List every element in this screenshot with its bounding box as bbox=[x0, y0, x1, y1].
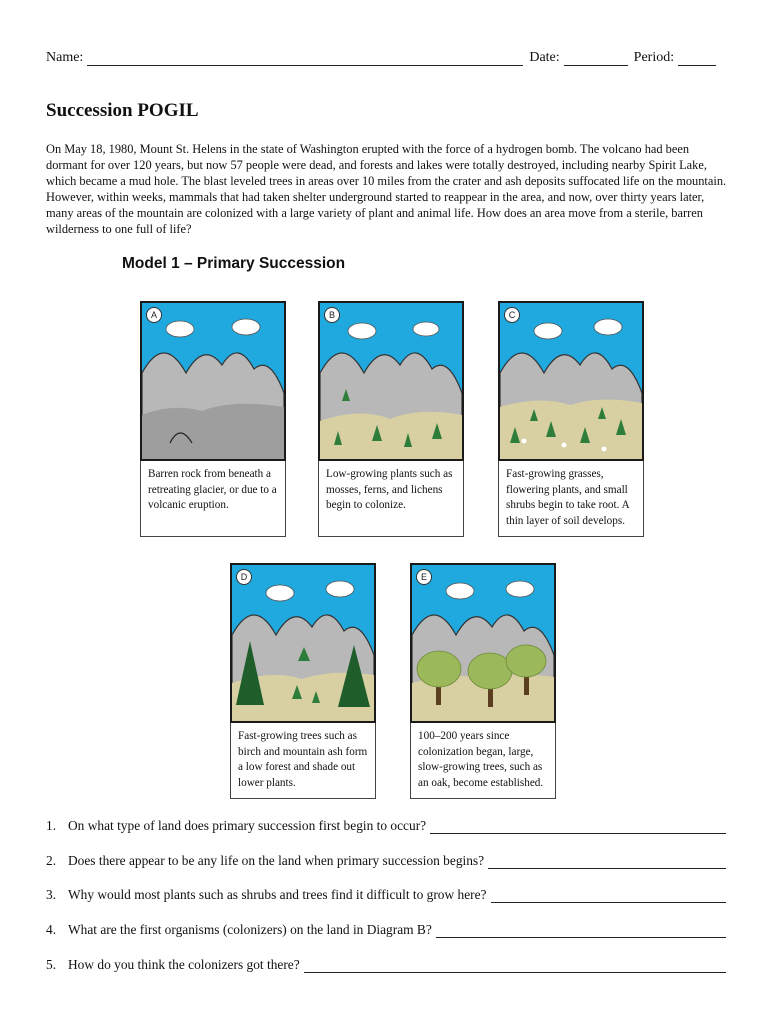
panel-c-illustration bbox=[498, 301, 644, 461]
panel-e-illustration bbox=[410, 563, 556, 723]
panel-a-illustration bbox=[140, 301, 286, 461]
header-fields bbox=[46, 48, 722, 66]
question-5 bbox=[46, 955, 726, 973]
name-field[interactable] bbox=[87, 51, 523, 66]
intro-paragraph: On May 18, 1980, Mount St. Helens in the state of Washington erupted with the force of a hydrogen bomb. The volcano had been dormant for over 120 years, but now 57 people were dead, and forests and lakes were totally destroyed, including nearby Spirit Lake, which became a mud hole. The blast leveled trees in areas over 10 miles from the crater and ash deposits suffocated life on the mountain. However, within weeks, mammals that had taken shelter underground started to reappear in the area, and now, over thirty years later, many areas of the mountain are colonized with a large variety of plant and animal life. How does an area move from a sterile, barren wilderness to one full of life? bbox=[46, 142, 727, 236]
question-5-number: 5. bbox=[46, 957, 57, 972]
panel-e bbox=[410, 563, 556, 799]
page-title: Succession POGIL bbox=[46, 100, 199, 121]
question-3 bbox=[46, 885, 726, 903]
model-title: Model 1 – Primary Succession bbox=[122, 255, 346, 272]
panel-d-letter: D bbox=[236, 569, 252, 585]
panel-a-letter: A bbox=[146, 307, 162, 323]
date-label: Date: bbox=[529, 50, 560, 65]
question-5-text: How do you think the colonizers got there? bbox=[68, 957, 300, 972]
panel-b-letter: B bbox=[324, 307, 340, 323]
period-label: Period: bbox=[633, 50, 675, 65]
answer-4-field[interactable] bbox=[436, 923, 726, 938]
panel-c-letter: C bbox=[504, 307, 520, 323]
period-field[interactable] bbox=[678, 51, 716, 66]
panel-b-illustration bbox=[318, 301, 464, 461]
panel-d-illustration bbox=[230, 563, 376, 723]
panel-c bbox=[498, 301, 644, 537]
panel-d-caption: Fast-growing trees such as birch and mountain ash form a low forest and shade out lower plants. bbox=[230, 723, 376, 799]
question-4-number: 4. bbox=[46, 922, 57, 937]
panel-d bbox=[230, 563, 376, 799]
question-1-text: On what type of land does primary succession first begin to occur? bbox=[68, 818, 427, 833]
question-3-text: Why would most plants such as shrubs and trees find it difficult to grow here? bbox=[68, 887, 487, 902]
answer-1-field[interactable] bbox=[430, 819, 726, 834]
date-field[interactable] bbox=[564, 51, 628, 66]
name-label: Name: bbox=[46, 50, 84, 65]
question-2-text: Does there appear to be any life on the land when primary succession begins? bbox=[68, 853, 485, 868]
question-1 bbox=[46, 816, 726, 834]
panel-b bbox=[318, 301, 464, 537]
panel-a bbox=[140, 301, 286, 537]
question-4-text: What are the first organisms (colonizers) on the land in Diagram B? bbox=[68, 922, 432, 937]
panel-b-caption: Low-growing plants such as mosses, ferns, and lichens begin to colonize. bbox=[318, 461, 464, 537]
question-4 bbox=[46, 920, 726, 938]
question-1-number: 1. bbox=[46, 818, 57, 833]
panel-e-caption: 100–200 years since colonization began, large, slow-growing trees, such as an oak, become established. bbox=[410, 723, 556, 799]
panel-c-caption: Fast-growing grasses, flowering plants, and small shrubs begin to take root. A thin layer of soil develops. bbox=[498, 461, 644, 537]
question-2-number: 2. bbox=[46, 853, 57, 868]
question-3-number: 3. bbox=[46, 887, 57, 902]
answer-5-field[interactable] bbox=[304, 958, 726, 973]
answer-2-field[interactable] bbox=[488, 854, 726, 869]
answer-3-field[interactable] bbox=[491, 888, 726, 903]
question-2 bbox=[46, 851, 726, 869]
panel-a-caption: Barren rock from beneath a retreating glacier, or due to a volcanic eruption. bbox=[140, 461, 286, 537]
panel-e-letter: E bbox=[416, 569, 432, 585]
